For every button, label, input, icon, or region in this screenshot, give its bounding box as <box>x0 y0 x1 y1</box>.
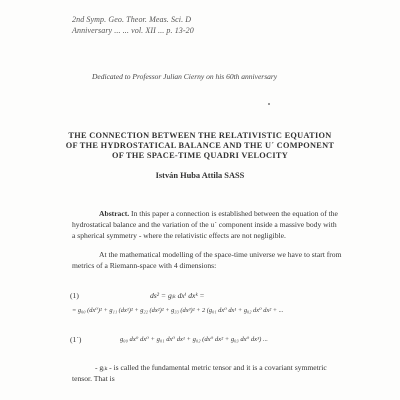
intro-line-2: metrics of a Riemann-space with 4 dimensions: <box>72 261 217 270</box>
dedication: Dedicated to Professor Julian Cierny on his 60th anniversary <box>92 72 278 81</box>
abstract-line-3: a spherical symmetry - where the relativistic effects are not negligible. <box>72 231 286 240</box>
equation-2-line-1: g₀₀ dx⁰ dx⁰ + g₀₁ dx⁰ dx¹ + g₀₂ (dx⁰ dx² + g₀₃ dx⁰ dx³) ... <box>120 336 268 343</box>
equation-1-line-2: = g₀₀ (dx⁰)² + g₁₁ (dx¹)² + g₂₂ (dx²)² + g₃₃ (dx³)² + 2 (g₀₁ dx⁰ dx¹ + g₀₂ dx⁰ dx² + ... <box>72 307 284 314</box>
abstract-line-1 <box>99 209 338 220</box>
equation-1-number: (1) <box>70 291 79 300</box>
title-line-2: OF THE HYDROSTATICAL BALANCE AND THE U´ COMPONENT <box>65 141 335 150</box>
abstract-label: Abstract. <box>99 209 130 218</box>
title-line-3: OF THE SPACE-TIME QUADRI VELOCITY <box>111 151 288 160</box>
journal-header-line-1: 2nd Symp. Geo. Theor. Meas. Sci. D <box>72 15 192 24</box>
title-line-1: THE CONNECTION BETWEEN THE RELATIVISTIC EQUATION <box>68 131 332 140</box>
author-name: István Huba Attila SASS <box>155 171 245 180</box>
intro-line-1: At the mathematical modelling of the space-time universe we have to start from <box>99 250 342 259</box>
closing-line-2: tensor. That is <box>72 374 115 383</box>
equation-1-line-1: ds² = gᵢₖ dxⁱ dxᵏ = <box>150 291 205 300</box>
equation-2-number: (1´) <box>70 335 82 344</box>
scan-speck <box>268 103 270 105</box>
journal-header-line-2: Anniversary ... ... vol. XII ... p. 13-20 <box>72 26 194 35</box>
closing-line-1: - gᵢₖ - is called the fundamental metric tensor and it is a covariant symmetric <box>95 363 327 372</box>
abstract-text-1: In this paper a connection is established between the equation of the <box>129 209 338 218</box>
abstract-line-2: hydrostatical balance and the variation of the u´ component inside a massive body with <box>72 220 337 229</box>
